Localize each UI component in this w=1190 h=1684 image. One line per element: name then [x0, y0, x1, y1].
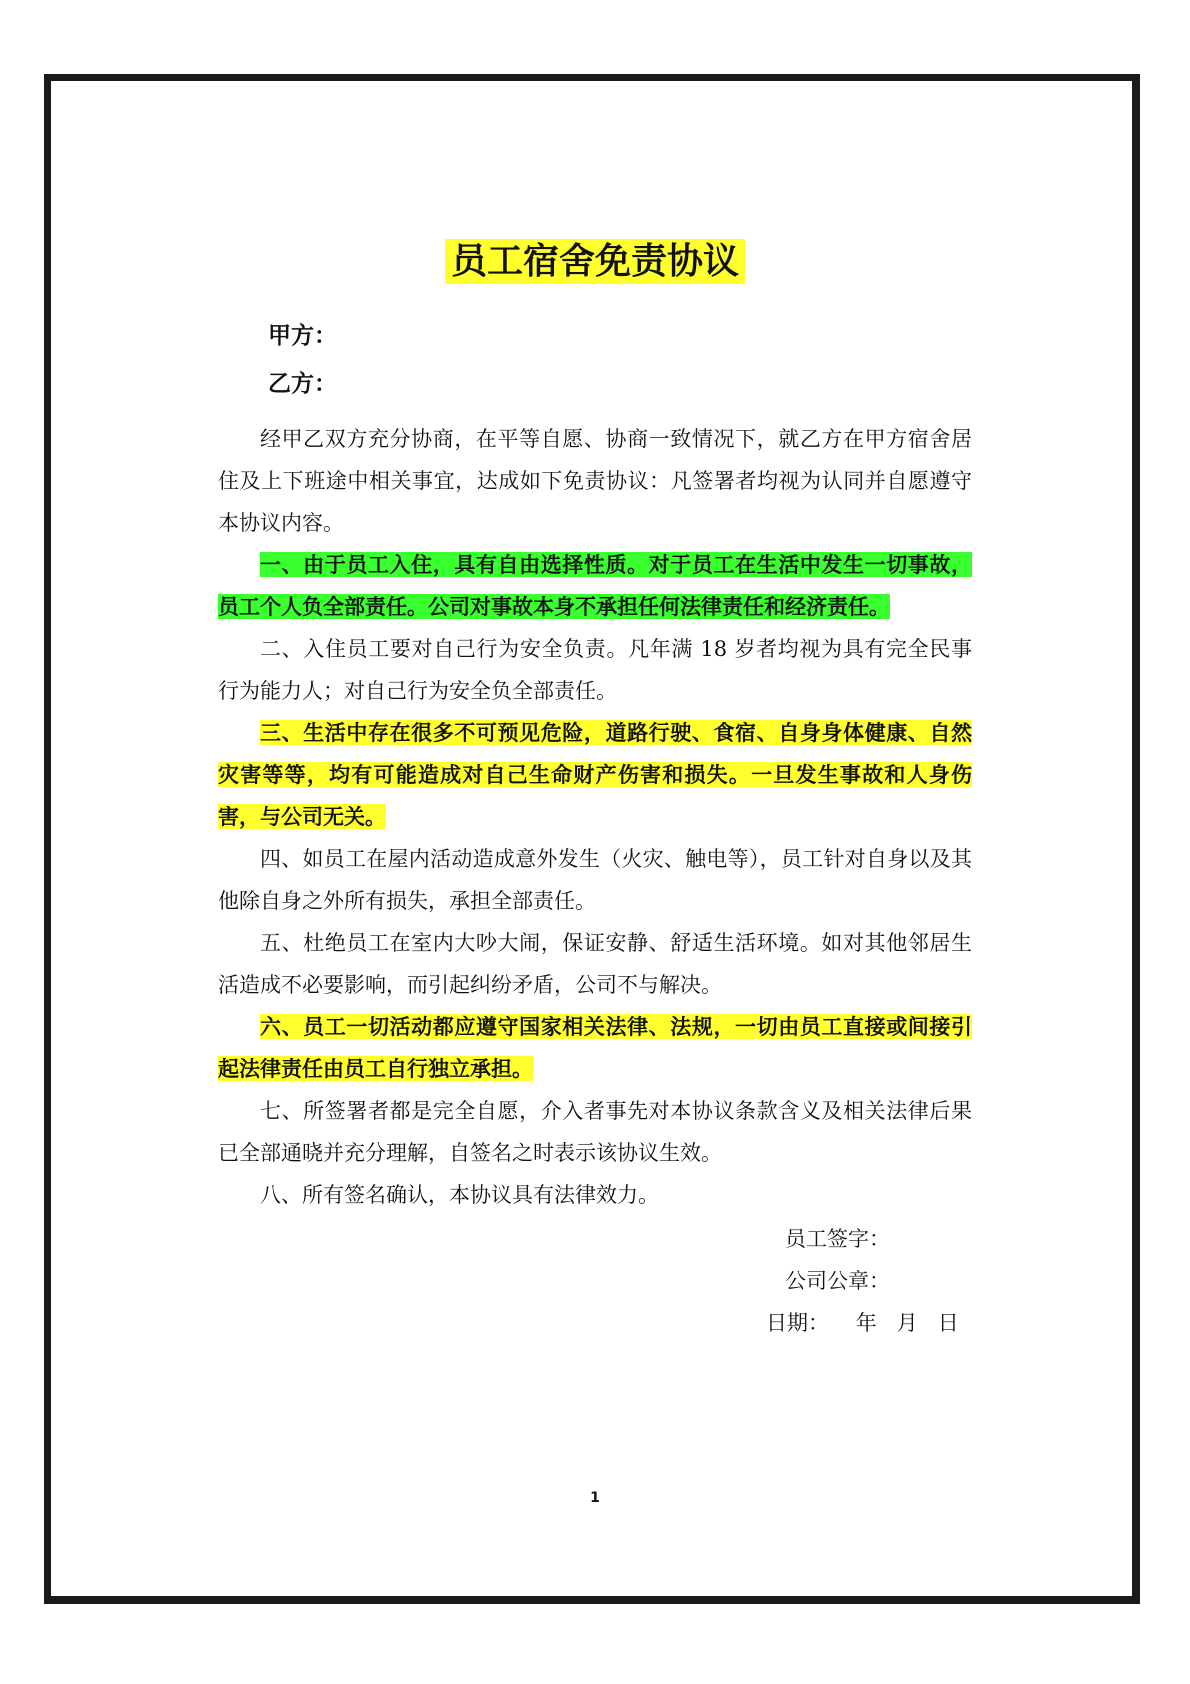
clause-1-text: 一、由于员工入住，具有自由选择性质。对于员工在生活中发生一切事故，员工个人负全部责任。公司对事故本身不承担任何法律责任和经济责任。 — [218, 552, 972, 619]
company-seal-label: 公司公章： — [785, 1269, 890, 1293]
clause-6-text: 六、员工一切活动都应遵守国家相关法律、法规，一切由员工直接或间接引起法律责任由员工自行独立承担。 — [218, 1014, 972, 1081]
clause-4: 四、如员工在屋内活动造成意外发生（火灾、触电等），员工针对自身以及其他除自身之外所有损失，承担全部责任。 — [218, 847, 972, 913]
clause-7: 七、所签署者都是完全自愿，介入者事先对本协议条款含义及相关法律后果已全部通晓并充分理解，自签名之时表示该协议生效。 — [218, 1099, 972, 1165]
clause-6 — [218, 1006, 972, 1090]
employee-signature-label: 员工签字： — [785, 1227, 890, 1251]
document-title — [0, 234, 1190, 290]
clause-1 — [218, 544, 972, 628]
agreement-body — [218, 418, 972, 1216]
title-text: 员工宿舍免责协议 — [445, 239, 745, 284]
clause-2: 二、入住员工要对自己行为安全负责。凡年满 18 岁者均视为具有完全民事行为能力人；对自己行为安全负全部责任。 — [218, 637, 972, 703]
page-number: 1 — [590, 1490, 600, 1506]
clause-5: 五、杜绝员工在室内大吵大闹，保证安静、舒适生活环境。如对其他邻居生活造成不必要影响，而引起纠纷矛盾，公司不与解决。 — [218, 931, 972, 997]
party-a-label: 甲方： — [268, 323, 337, 349]
clause-8: 八、所有签名确认，本协议具有法律效力。 — [260, 1183, 659, 1207]
clause-3 — [218, 712, 972, 838]
party-b-label: 乙方： — [268, 371, 337, 397]
clause-3-text: 三、生活中存在很多不可预见危险，道路行驶、食宿、自身身体健康、自然灾害等等，均有可能造成对自己生命财产伤害和损失。一旦发生事故和人身伤害，与公司无关。 — [218, 720, 972, 829]
preamble: 经甲乙双方充分协商，在平等自愿、协商一致情况下，就乙方在甲方宿舍居住及上下班途中相关事宜，达成如下免责协议：凡签署者均视为认同并自愿遵守本协议内容。 — [218, 427, 972, 535]
date-label: 日期： 年 月 日 — [766, 1311, 959, 1335]
